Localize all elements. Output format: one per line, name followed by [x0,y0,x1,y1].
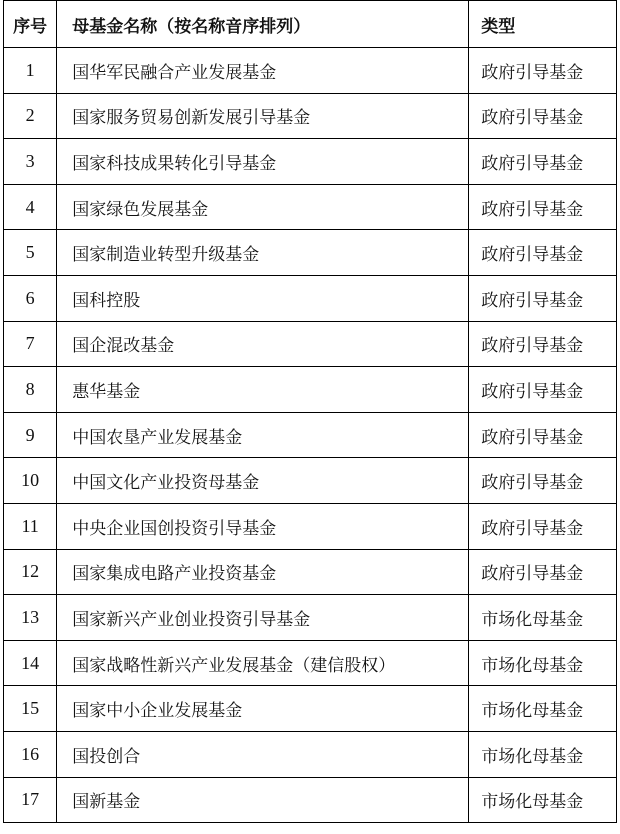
row-type: 市场化母基金 [469,640,617,686]
row-index: 10 [4,458,57,504]
row-fund-name: 国家科技成果转化引导基金 [57,139,469,185]
row-index: 7 [4,321,57,367]
row-fund-name: 国华军民融合产业发展基金 [57,48,469,94]
row-fund-name: 国家新兴产业创业投资引导基金 [57,595,469,641]
row-type: 政府引导基金 [469,230,617,276]
row-index: 2 [4,93,57,139]
table-body [4,48,617,823]
row-type: 政府引导基金 [469,458,617,504]
table-row [4,275,617,321]
fund-table [3,0,617,823]
table-row [4,367,617,413]
header-type: 类型 [469,1,617,48]
row-type: 市场化母基金 [469,595,617,641]
row-fund-name: 国家中小企业发展基金 [57,686,469,732]
row-fund-name: 国投创合 [57,731,469,777]
row-type: 政府引导基金 [469,275,617,321]
table-row [4,731,617,777]
header-fund-name: 母基金名称（按名称音序排列） [57,1,469,48]
row-index: 12 [4,549,57,595]
row-fund-name: 国家集成电路产业投资基金 [57,549,469,595]
table-header-row [4,1,617,48]
row-type: 政府引导基金 [469,549,617,595]
row-type: 市场化母基金 [469,731,617,777]
table-row [4,640,617,686]
row-fund-name: 国家绿色发展基金 [57,184,469,230]
table-row [4,412,617,458]
table-row [4,595,617,641]
row-index: 14 [4,640,57,686]
table-row [4,139,617,185]
row-fund-name: 国企混改基金 [57,321,469,367]
row-fund-name: 中央企业国创投资引导基金 [57,503,469,549]
row-index: 5 [4,230,57,276]
table-row [4,184,617,230]
row-index: 15 [4,686,57,732]
table-row [4,503,617,549]
row-fund-name: 中国文化产业投资母基金 [57,458,469,504]
row-type: 市场化母基金 [469,777,617,823]
row-index: 1 [4,48,57,94]
table-row [4,321,617,367]
row-type: 政府引导基金 [469,48,617,94]
table-row [4,777,617,823]
row-fund-name: 惠华基金 [57,367,469,413]
row-fund-name: 国家服务贸易创新发展引导基金 [57,93,469,139]
row-fund-name: 国科控股 [57,275,469,321]
row-index: 6 [4,275,57,321]
row-type: 政府引导基金 [469,184,617,230]
row-type: 政府引导基金 [469,412,617,458]
header-index: 序号 [4,1,57,48]
row-fund-name: 国新基金 [57,777,469,823]
row-type: 市场化母基金 [469,686,617,732]
table-row [4,230,617,276]
table-row [4,48,617,94]
row-fund-name: 中国农垦产业发展基金 [57,412,469,458]
row-index: 8 [4,367,57,413]
row-fund-name: 国家战略性新兴产业发展基金（建信股权） [57,640,469,686]
row-index: 3 [4,139,57,185]
row-fund-name: 国家制造业转型升级基金 [57,230,469,276]
table-row [4,458,617,504]
row-index: 17 [4,777,57,823]
row-index: 16 [4,731,57,777]
table-row [4,549,617,595]
table-row [4,686,617,732]
table-row [4,93,617,139]
row-index: 9 [4,412,57,458]
row-type: 政府引导基金 [469,139,617,185]
row-index: 11 [4,503,57,549]
row-type: 政府引导基金 [469,503,617,549]
row-type: 政府引导基金 [469,93,617,139]
row-type: 政府引导基金 [469,321,617,367]
row-type: 政府引导基金 [469,367,617,413]
row-index: 13 [4,595,57,641]
row-index: 4 [4,184,57,230]
